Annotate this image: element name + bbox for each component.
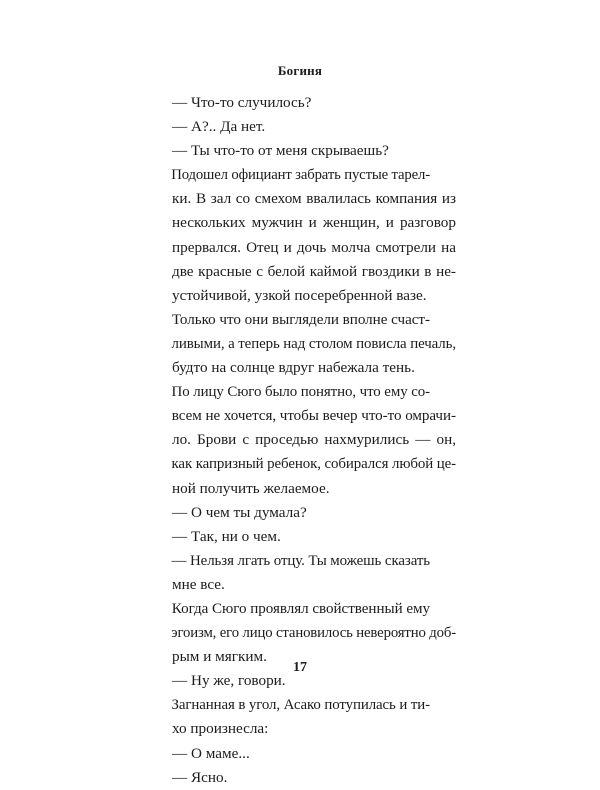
text-line: — Нельзя лгать отцу. Ты можешь сказать: [171, 551, 430, 569]
text-line: Когда Сюго проявлял свойственный ему: [171, 599, 430, 617]
text-line: — О маме...: [172, 744, 250, 762]
paragraph: [146, 501, 456, 525]
text-line: ливыми, а теперь над столом повисла печаль,: [171, 334, 456, 352]
text-line: рым и мягким.: [172, 648, 267, 666]
text-line: — Ну же, говори.: [172, 672, 286, 690]
paragraph: [146, 525, 456, 549]
text-line: ной получить желаемое.: [172, 479, 330, 497]
text-line: хо произнесла:: [172, 720, 269, 738]
paragraph: [146, 139, 456, 163]
text-line: По лицу Сюго было понятно, что ему со-: [171, 383, 430, 401]
text-line: эгоизм, его лицо становилось невероятно доб-: [171, 624, 457, 642]
text-line: всем не хочется, чтобы вечер что-то омрачи-: [171, 407, 456, 425]
paragraph: [146, 308, 456, 380]
text-line: Только что они выглядели вполне счаст-: [171, 310, 431, 328]
page-number: 17: [293, 660, 307, 675]
paragraph: [146, 163, 456, 308]
text-line: прервался. Отец и дочь молча смотрели на: [172, 238, 456, 256]
text-line: — А?.. Да нет.: [172, 118, 266, 136]
text-line: как капризный ребенок, собирался любой це-: [171, 455, 457, 473]
text-line: — Ясно.: [172, 768, 228, 786]
text-line: — Что-то случилось?: [172, 94, 312, 111]
text-line: — Так, ни о чем.: [172, 527, 281, 545]
paragraph: [146, 597, 456, 669]
paragraph: [146, 91, 456, 115]
paragraph: [146, 742, 456, 766]
text-line: мне все.: [172, 575, 225, 593]
paragraph: [146, 380, 456, 500]
body-text: [146, 91, 456, 790]
text-line: — О чем ты думала?: [172, 503, 307, 521]
text-line: нескольких мужчин и женщин, и разговор: [172, 214, 456, 232]
text-line: будто на солнце вдруг набежала тень.: [172, 359, 415, 377]
paragraph: [146, 115, 456, 139]
paragraph: [146, 693, 456, 741]
text-line: устойчивой, узкой посеребренной вазе.: [172, 286, 427, 304]
text-line: Подошел официант забрать пустые тарел-: [171, 166, 430, 184]
paragraph: [146, 766, 456, 790]
text-line: ки. В зал со смехом ввалилась компания из: [172, 190, 456, 208]
text-line: Загнанная в угол, Асако потупилась и ти-: [171, 696, 430, 714]
text-line: две красные с белой каймой гвоздики в не-: [172, 262, 456, 280]
paragraph: [146, 549, 456, 597]
running-head: Богиня: [277, 63, 323, 78]
text-line: — Ты что-то от меня скрываешь?: [172, 142, 389, 160]
text-line: ло. Брови с проседью нахмурились — он,: [172, 431, 457, 449]
